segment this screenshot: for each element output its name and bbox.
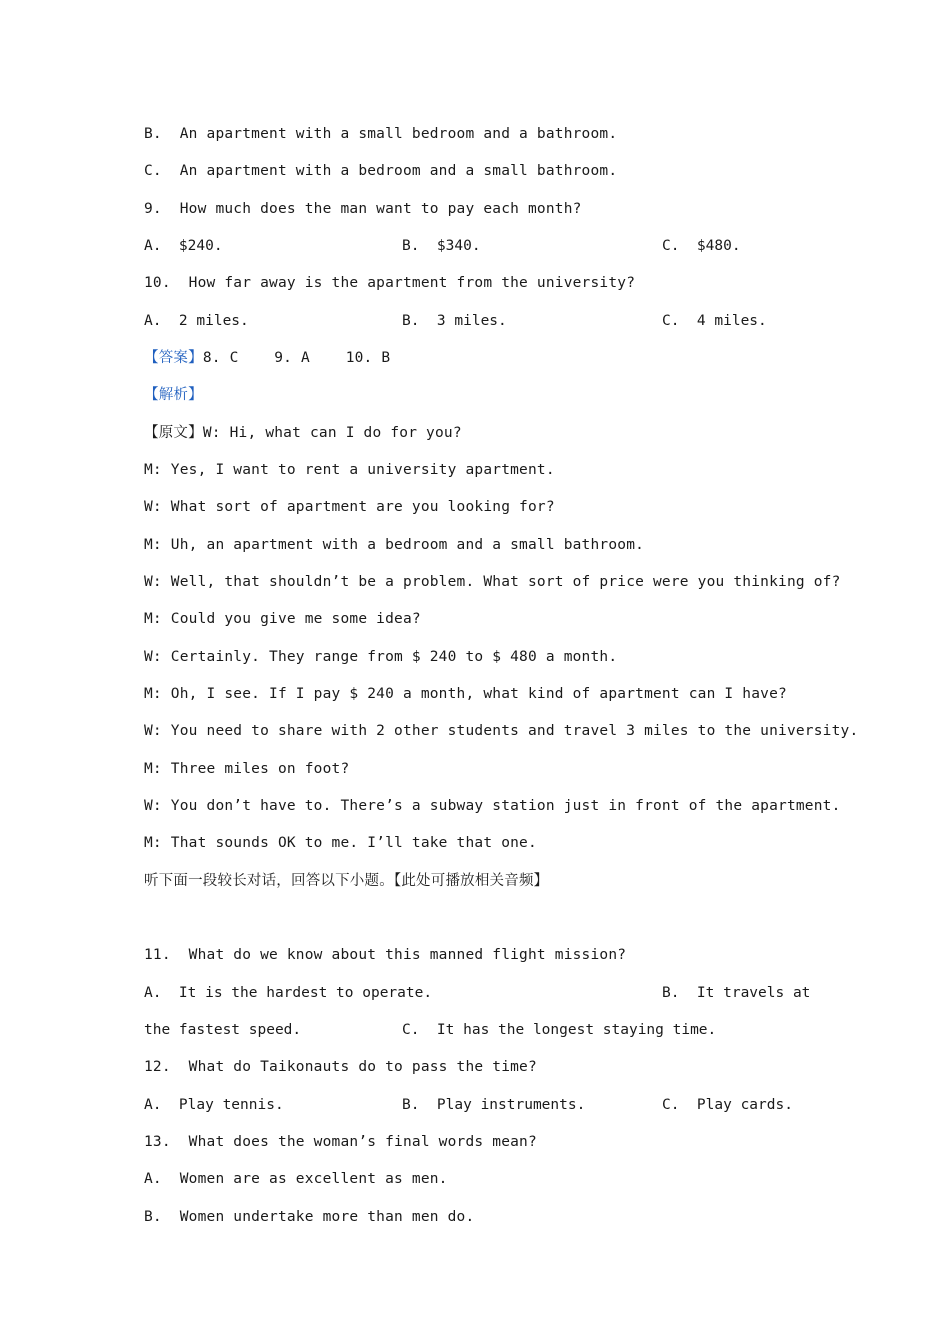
answer-line [144, 348, 390, 368]
q10-option-a: A. 2 miles. [144, 313, 249, 329]
transcript-line: W: Well, that shouldn’t be a problem. What sort of price were you thinking of? [144, 574, 841, 590]
transcript-line-0: W: Hi, what can I do for you? [202, 425, 462, 441]
analysis-label: 【解析】 [144, 387, 203, 403]
transcript-line: M: Uh, an apartment with a bedroom and a small bathroom. [144, 537, 645, 553]
listening-instruction: 听下面一段较长对话，回答以下小题。【此处可播放相关音频】 [144, 873, 549, 889]
q12-option-c: C. Play cards. [662, 1097, 793, 1113]
q13-option-b: B. Women undertake more than men do. [144, 1209, 475, 1225]
q9-option-b: B. $340. [402, 238, 481, 254]
q11-option-b-continued: the fastest speed. [144, 1022, 302, 1038]
q11-question: 11. What do we know about this manned flight mission? [144, 947, 627, 963]
q9-question: 9. How much does the man want to pay each month? [144, 201, 582, 217]
q10-option-b: B. 3 miles. [402, 313, 507, 329]
q9-option-c: C. $480. [662, 238, 741, 254]
transcript-line: M: Three miles on foot? [144, 761, 350, 777]
q12-option-b: B. Play instruments. [402, 1097, 586, 1113]
q13-question: 13. What does the woman’s final words mean? [144, 1134, 537, 1150]
transcript-line: W: What sort of apartment are you looking for? [144, 499, 555, 515]
transcript-line: M: Oh, I see. If I pay $ 240 a month, what kind of apartment can I have? [144, 686, 787, 702]
q8-option-b: B. An apartment with a small bedroom and a bathroom. [144, 126, 618, 142]
answer-label: 【答案】 [144, 350, 203, 366]
q11-option-b: B. It travels at [662, 985, 811, 1001]
transcript-line: W: You need to share with 2 other students and travel 3 miles to the university. [144, 723, 859, 739]
q12-question: 12. What do Taikonauts do to pass the time? [144, 1059, 537, 1075]
transcript-first-line [144, 423, 462, 443]
transcript-line: W: You don’t have to. There’s a subway station just in front of the apartment. [144, 798, 841, 814]
q10-option-c: C. 4 miles. [662, 313, 767, 329]
answer-text: 8. C 9. A 10. B [202, 350, 391, 366]
transcript-line: M: Could you give me some idea? [144, 611, 421, 627]
transcript-line: M: That sounds OK to me. I’ll take that one. [144, 835, 537, 851]
q13-option-a: A. Women are as excellent as men. [144, 1171, 448, 1187]
transcript-line: M: Yes, I want to rent a university apartment. [144, 462, 555, 478]
q9-option-a: A. $240. [144, 238, 223, 254]
q11-option-c: C. It has the longest staying time. [402, 1022, 717, 1038]
q8-option-c: C. An apartment with a bedroom and a small bathroom. [144, 163, 618, 179]
q10-question: 10. How far away is the apartment from the university? [144, 275, 636, 291]
q12-option-a: A. Play tennis. [144, 1097, 284, 1113]
q11-option-a: A. It is the hardest to operate. [144, 985, 433, 1001]
transcript-line: W: Certainly. They range from $ 240 to $ 480 a month. [144, 649, 618, 665]
transcript-label: 【原文】 [144, 425, 203, 441]
